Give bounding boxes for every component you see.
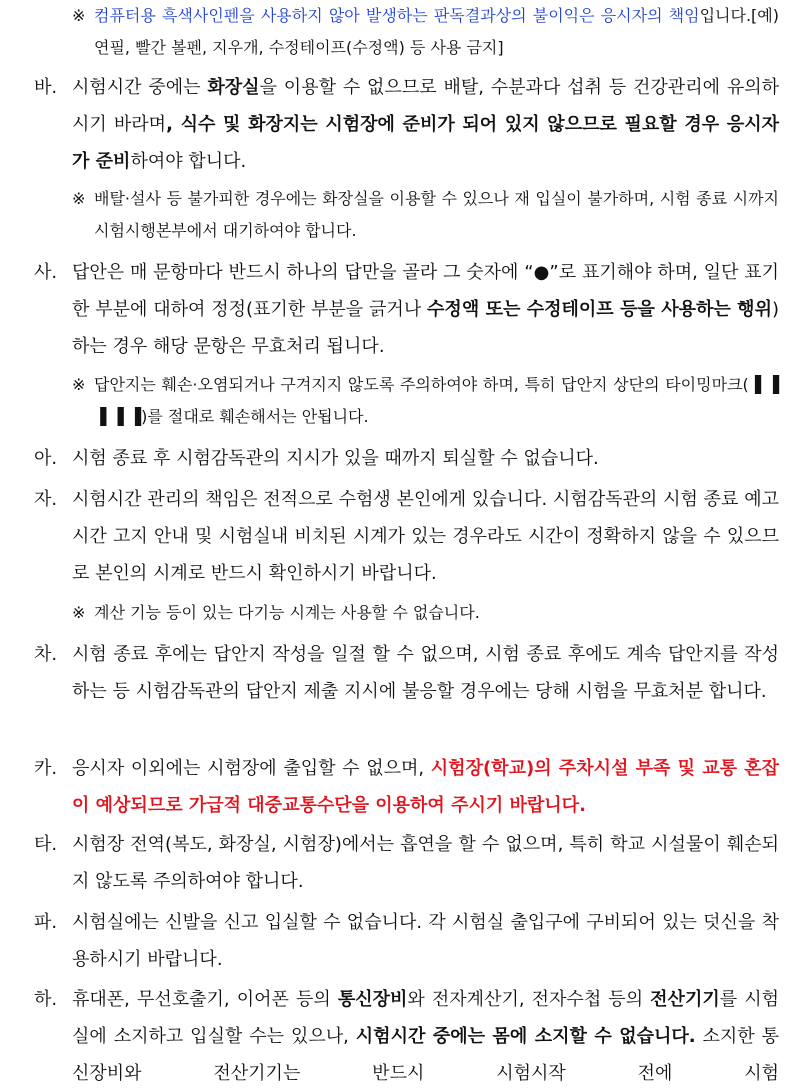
note-text <box>94 0 779 64</box>
rule-text-part: 을 이용할 수 없으므로 배탈, 수분과다 섭취 등 건강관리에 유의하시기 바라며 <box>72 77 779 135</box>
rule-label: 하. <box>34 989 58 1010</box>
rule-bold-part: , 식수 및 화장지는 시험장에 준비가 되어 있지 않으므로 필요할 경우 응시자가 준비 <box>72 114 779 172</box>
note-blue-text: 컴퓨터용 흑색사인펜을 사용하지 않아 발생하는 판독결과상의 불이익은 응시자의 책임 <box>94 6 700 25</box>
rule-item-ba <box>34 69 779 180</box>
note-omr-pen <box>72 0 779 64</box>
note-answer-sheet <box>72 369 779 433</box>
note-diarrhea <box>72 183 779 247</box>
rule-text-part: 휴대폰, 무선호출기, 이어폰 등의 <box>72 989 338 1010</box>
rule-item-pa <box>34 904 779 978</box>
rule-label: 카. <box>34 758 58 779</box>
rule-text-part: )하는 경우 해당 문항은 무효처리 됩니다. <box>72 299 779 357</box>
note-marker: ※ <box>72 603 86 622</box>
rule-label: 아. <box>34 448 58 469</box>
rule-bold-part: 통신장비 <box>337 989 408 1010</box>
rule-text-part: 하여야 합니다. <box>130 151 247 172</box>
rule-text <box>72 254 779 365</box>
rule-label: 차. <box>34 644 58 665</box>
note-marker: ※ <box>72 189 86 208</box>
note-rest-text: 입니다.[예) 연필, 빨간 볼펜, 지우개, 수정테이프(수정액) 등 사용 금지] <box>94 6 779 57</box>
rule-text <box>72 69 779 180</box>
rule-bold-part: 시험시간 중에는 몸에 소지할 수 없습니다. <box>355 1026 696 1047</box>
rule-text <box>72 981 779 1092</box>
rule-item-ka <box>34 750 779 824</box>
rule-text-part: 소지한 통신장비와 전산기기는 반드시 시험시작 전에 시험 <box>72 1026 780 1084</box>
rule-label: 바. <box>34 77 58 98</box>
note-marker: ※ <box>72 375 86 394</box>
rule-bold-part: 수정액 또는 수정테이프 등을 사용하는 행위 <box>427 299 772 320</box>
rule-text-part: 시험시간 중에는 <box>72 77 208 98</box>
note-text: 답안지는 훼손·오염되거나 구겨지지 않도록 주의하여야 하며, 특히 답안지 상단의 타이밍마크(▐ ▐ ▐ ▐ ▐)를 절대로 훼손해서는 안됩니다. <box>94 375 779 426</box>
rule-text: 시험 종료 후 시험감독관의 지시가 있을 때까지 퇴실할 수 없습니다. <box>72 448 599 469</box>
rule-bold-part: 전산기기 <box>650 989 720 1010</box>
rule-label: 자. <box>34 489 58 510</box>
rule-text-part: 응시자 이외에는 시험장에 출입할 수 없으며, <box>72 758 431 779</box>
rule-label: 사. <box>34 262 58 283</box>
rule-text-part: 답안은 매 문항마다 반드시 하나의 답만을 골라 그 숫자에 “●”로 표기해야 하며, 일단 표기한 부분에 대하여 정정(표기한 부분을 긁거나 <box>72 262 779 320</box>
note-text: 배탈·설사 등 불가피한 경우에는 화장실을 이용할 수 있으나 재 입실이 불가하며, 시험 종료 시까지 시험시행본부에서 대기하여야 합니다. <box>94 189 779 240</box>
rule-item-sa <box>34 254 779 365</box>
rule-text <box>72 750 779 824</box>
rule-text: 시험 종료 후에는 답안지 작성을 일절 할 수 없으며, 시험 종료 후에도 계속 답안지를 작성하는 등 시험감독관의 답안지 제출 지시에 불응할 경우에는 당해 시험을 무효처분 합니다. <box>72 644 779 702</box>
rule-item-a <box>34 440 779 477</box>
rule-bold-part: 화장실 <box>207 77 260 98</box>
rule-text: 시험실에는 신발을 신고 입실할 수 없습니다. 각 시험실 출입구에 구비되어 있는 덧신을 착용하시기 바랍니다. <box>72 912 779 970</box>
rule-text: 시험시간 관리의 책임은 전적으로 수험생 본인에게 있습니다. 시험감독관의 시험 종료 예고시간 고지 안내 및 시험실내 비치된 시계가 있는 경우라도 시간이 정확하지 않을 수 있으므로 본인의 시계로 반드시 확인하시기 바랍니다. <box>72 489 779 584</box>
rule-text-part: 를 시험실에 소지하고 입실할 수는 있으나, <box>72 989 779 1047</box>
rule-label: 타. <box>34 834 58 855</box>
rule-item-ja <box>34 481 779 592</box>
rule-item-ha <box>34 981 779 1092</box>
rule-text-part: 와 전자계산기, 전자수첩 등의 <box>407 989 651 1010</box>
rule-item-ta <box>34 826 779 900</box>
note-watch <box>72 597 779 629</box>
rule-item-cha <box>34 636 779 710</box>
note-marker: ※ <box>72 6 86 25</box>
rule-label: 파. <box>34 912 58 933</box>
rule-red-part: 시험장(학교)의 주차시설 부족 및 교통 혼잡이 예상되므로 가급적 대중교통수단을 이용하여 주시기 바랍니다. <box>72 758 779 816</box>
note-text: 계산 기능 등이 있는 다기능 시계는 사용할 수 없습니다. <box>94 603 480 622</box>
rule-text: 시험장 전역(복도, 화장실, 시험장)에서는 흡연을 할 수 없으며, 특히 학교 시설물이 훼손되지 않도록 주의하여야 합니다. <box>72 834 779 892</box>
